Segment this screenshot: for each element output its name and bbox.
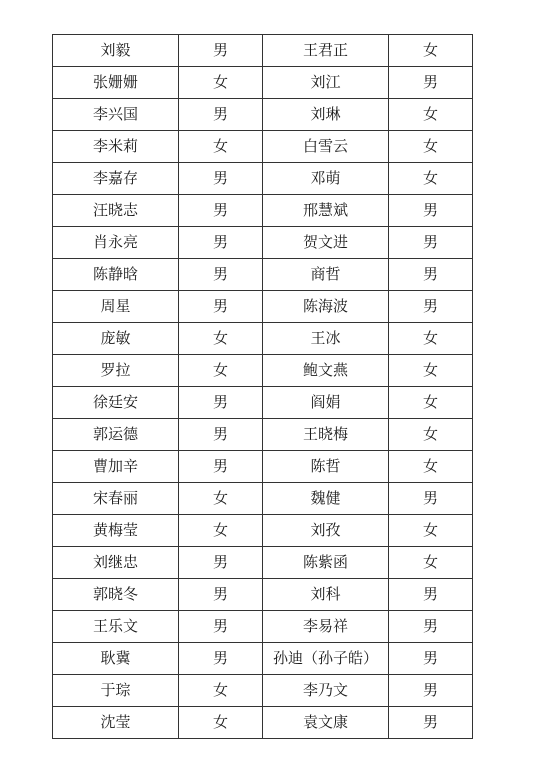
name-cell: 李易祥 <box>263 611 389 643</box>
name-cell: 张姗姗 <box>53 67 179 99</box>
gender-cell: 男 <box>389 195 473 227</box>
gender-cell: 女 <box>179 323 263 355</box>
name-cell: 阎娟 <box>263 387 389 419</box>
table-row <box>53 35 473 67</box>
name-cell: 李米莉 <box>53 131 179 163</box>
name-cell: 王冰 <box>263 323 389 355</box>
gender-cell: 女 <box>179 707 263 739</box>
gender-cell: 女 <box>389 547 473 579</box>
table-row <box>53 707 473 739</box>
gender-cell: 男 <box>179 451 263 483</box>
name-cell: 曹加辛 <box>53 451 179 483</box>
table-row <box>53 419 473 451</box>
gender-cell: 男 <box>389 67 473 99</box>
name-cell: 王君正 <box>263 35 389 67</box>
name-cell: 罗拉 <box>53 355 179 387</box>
name-cell: 陈哲 <box>263 451 389 483</box>
name-cell: 刘科 <box>263 579 389 611</box>
table-row <box>53 579 473 611</box>
gender-cell: 男 <box>179 195 263 227</box>
gender-cell: 女 <box>389 323 473 355</box>
name-cell: 王晓梅 <box>263 419 389 451</box>
gender-cell: 男 <box>389 611 473 643</box>
name-cell: 郭运德 <box>53 419 179 451</box>
table-row <box>53 675 473 707</box>
gender-cell: 男 <box>389 675 473 707</box>
name-cell: 于琮 <box>53 675 179 707</box>
table-row <box>53 547 473 579</box>
table-row <box>53 259 473 291</box>
table-row <box>53 227 473 259</box>
name-cell: 袁文康 <box>263 707 389 739</box>
gender-cell: 男 <box>179 419 263 451</box>
gender-cell: 女 <box>389 451 473 483</box>
table-row <box>53 163 473 195</box>
gender-cell: 男 <box>179 163 263 195</box>
name-cell: 李嘉存 <box>53 163 179 195</box>
name-cell: 李兴国 <box>53 99 179 131</box>
gender-cell: 男 <box>179 99 263 131</box>
table-row <box>53 387 473 419</box>
name-cell: 陈紫函 <box>263 547 389 579</box>
gender-cell: 女 <box>389 515 473 547</box>
name-cell: 郭晓冬 <box>53 579 179 611</box>
name-cell: 肖永亮 <box>53 227 179 259</box>
table-row <box>53 323 473 355</box>
table-body <box>53 35 473 739</box>
gender-cell: 女 <box>179 675 263 707</box>
name-cell: 陈海波 <box>263 291 389 323</box>
table-row <box>53 451 473 483</box>
table-row <box>53 643 473 675</box>
gender-cell: 男 <box>179 547 263 579</box>
table-row <box>53 99 473 131</box>
gender-cell: 男 <box>179 291 263 323</box>
name-cell: 王乐文 <box>53 611 179 643</box>
gender-cell: 男 <box>179 643 263 675</box>
gender-cell: 男 <box>389 579 473 611</box>
table-row <box>53 131 473 163</box>
name-cell: 商哲 <box>263 259 389 291</box>
gender-cell: 女 <box>389 355 473 387</box>
name-cell: 宋春丽 <box>53 483 179 515</box>
table-row <box>53 483 473 515</box>
name-cell: 刘继忠 <box>53 547 179 579</box>
gender-cell: 女 <box>389 99 473 131</box>
name-cell: 周星 <box>53 291 179 323</box>
name-cell: 贺文进 <box>263 227 389 259</box>
gender-cell: 男 <box>389 643 473 675</box>
name-cell: 白雪云 <box>263 131 389 163</box>
gender-cell: 女 <box>179 355 263 387</box>
name-cell: 庞敏 <box>53 323 179 355</box>
name-gender-table <box>52 34 473 739</box>
name-cell: 鲍文燕 <box>263 355 389 387</box>
gender-cell: 女 <box>389 35 473 67</box>
name-cell: 陈静晗 <box>53 259 179 291</box>
table-row <box>53 291 473 323</box>
name-cell: 刘江 <box>263 67 389 99</box>
gender-cell: 男 <box>179 227 263 259</box>
name-cell: 徐廷安 <box>53 387 179 419</box>
gender-cell: 男 <box>389 227 473 259</box>
name-cell: 魏健 <box>263 483 389 515</box>
table-row <box>53 355 473 387</box>
name-cell: 孙迪（孙子皓） <box>263 643 389 675</box>
gender-cell: 女 <box>179 515 263 547</box>
name-cell: 李乃文 <box>263 675 389 707</box>
name-cell: 刘毅 <box>53 35 179 67</box>
gender-cell: 女 <box>389 131 473 163</box>
gender-cell: 女 <box>389 419 473 451</box>
name-cell: 沈莹 <box>53 707 179 739</box>
gender-cell: 女 <box>179 67 263 99</box>
name-cell: 邢慧斌 <box>263 195 389 227</box>
table-row <box>53 195 473 227</box>
gender-cell: 男 <box>179 35 263 67</box>
gender-cell: 男 <box>389 483 473 515</box>
name-cell: 邓萌 <box>263 163 389 195</box>
table-row <box>53 515 473 547</box>
name-cell: 耿冀 <box>53 643 179 675</box>
gender-cell: 男 <box>179 259 263 291</box>
name-cell: 刘琳 <box>263 99 389 131</box>
name-cell: 汪晓志 <box>53 195 179 227</box>
gender-cell: 女 <box>389 387 473 419</box>
gender-cell: 女 <box>179 131 263 163</box>
gender-cell: 女 <box>179 483 263 515</box>
gender-cell: 男 <box>179 579 263 611</box>
gender-cell: 女 <box>389 163 473 195</box>
gender-cell: 男 <box>179 611 263 643</box>
gender-cell: 男 <box>389 291 473 323</box>
gender-cell: 男 <box>389 259 473 291</box>
name-cell: 刘孜 <box>263 515 389 547</box>
gender-cell: 男 <box>389 707 473 739</box>
name-cell: 黄梅莹 <box>53 515 179 547</box>
table-row <box>53 67 473 99</box>
gender-cell: 男 <box>179 387 263 419</box>
table-row <box>53 611 473 643</box>
